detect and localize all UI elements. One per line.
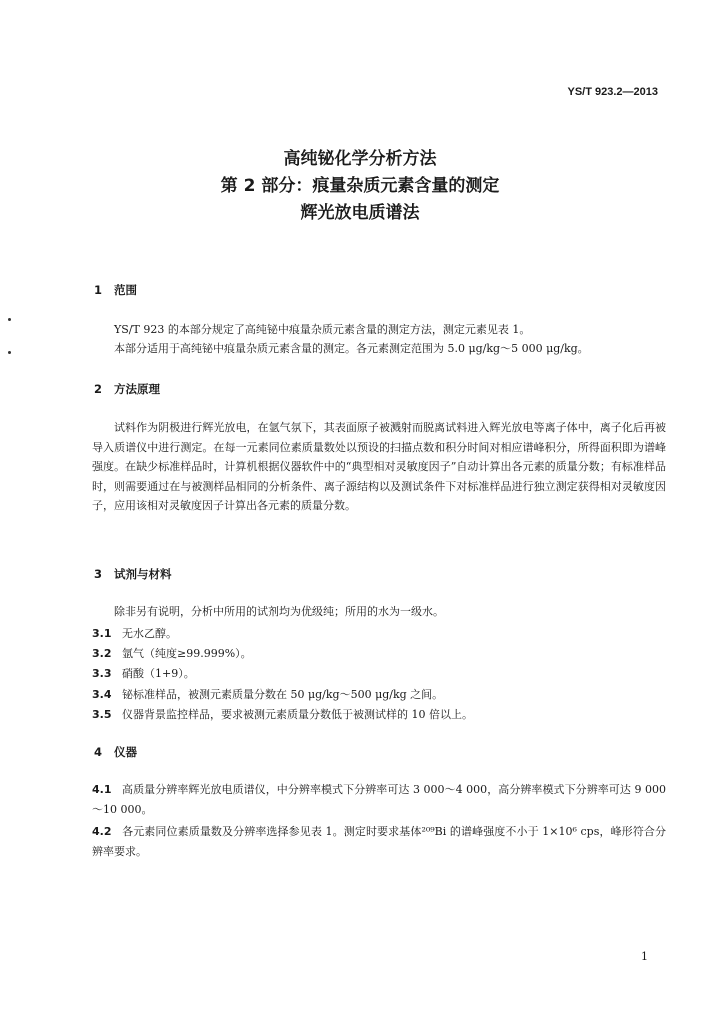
title-line-1: 高纯铋化学分析方法 <box>283 149 437 169</box>
scan-mark <box>8 351 11 354</box>
section-number: 1 <box>94 283 103 297</box>
section-3-intro: 除非另有说明，分析中所用的试剂均为优级纯；所用的水为一级水。 <box>114 605 444 618</box>
list-item: 4.1 高质量分辨率辉光放电质谱仪，中分辨率模式下分辨率可达 3 000～4 000，高分辨率模式下分辨率可达 9 000～10 000。 <box>92 783 666 816</box>
section-3-heading <box>94 566 172 582</box>
section-title: 方法原理 <box>114 382 160 396</box>
list-item: 3.2 氩气（纯度≥99.999%）。 <box>92 647 252 660</box>
section-title: 仪器 <box>114 745 137 759</box>
section-1-paragraph-2: 本部分适用于高纯铋中痕量杂质元素含量的测定。各元素测定范围为 5.0 μg/kg～5 000 μg/kg。 <box>114 342 589 355</box>
section-1-heading <box>94 282 137 298</box>
section-number: 3 <box>94 567 103 581</box>
section-number: 2 <box>94 382 103 396</box>
list-item: 3.3 硝酸（1+9）。 <box>92 667 195 680</box>
document-title <box>0 146 720 227</box>
section-title: 试剂与材料 <box>114 567 172 581</box>
section-2-heading <box>94 381 160 397</box>
title-line-2: 第 2 部分：痕量杂质元素含量的测定 <box>220 176 500 196</box>
list-item: 4.2 各元素同位素质量数及分辨率选择参见表 1。测定时要求基体²⁰⁹Bi 的谱峰强度不小于 1×10⁶ cps，峰形符合分辨率要求。 <box>92 825 666 858</box>
list-item: 3.4 铋标准样品，被测元素质量分数在 50 μg/kg～500 μg/kg 之间。 <box>92 688 444 701</box>
section-title: 范围 <box>114 283 137 297</box>
section-1-paragraph-1: YS/T 923 的本部分规定了高纯铋中痕量杂质元素含量的测定方法，测定元素见表 1。 <box>114 323 531 336</box>
standard-code: YS/T 923.2—2013 <box>567 86 658 98</box>
scan-mark <box>8 318 11 321</box>
title-line-3: 辉光放电质谱法 <box>300 203 420 223</box>
list-item: 3.5 仪器背景监控样品，要求被测元素质量分数低于被测试样的 10 倍以上。 <box>92 708 473 721</box>
section-2-paragraph: 试料作为阴极进行辉光放电，在氩气氛下，其表面原子被溅射而脱离试料进入辉光放电等离子体中，离子化后再被导入质谱仪中进行测定。在每一元素同位素质量数处以预设的扫描点数和积分时间对相应谱峰积分，所得面积即为谱峰强度。在缺少标准样品时，计算机根据仪器软件中的“典型相对灵敏度因子”自动计算出各元素的质量分数；有标准样品时，则需要通过在与被测样品相同的分析条件、离子源结构以及测试条件下对标准样品进行独立测定获得相对灵敏度因子，应用该相对灵敏度因子计算出各元素的质量分数。 <box>92 421 666 512</box>
section-number: 4 <box>94 745 103 759</box>
section-4-heading <box>94 744 137 760</box>
list-item: 3.1 无水乙醇。 <box>92 627 177 640</box>
page-number: 1 <box>641 950 648 963</box>
